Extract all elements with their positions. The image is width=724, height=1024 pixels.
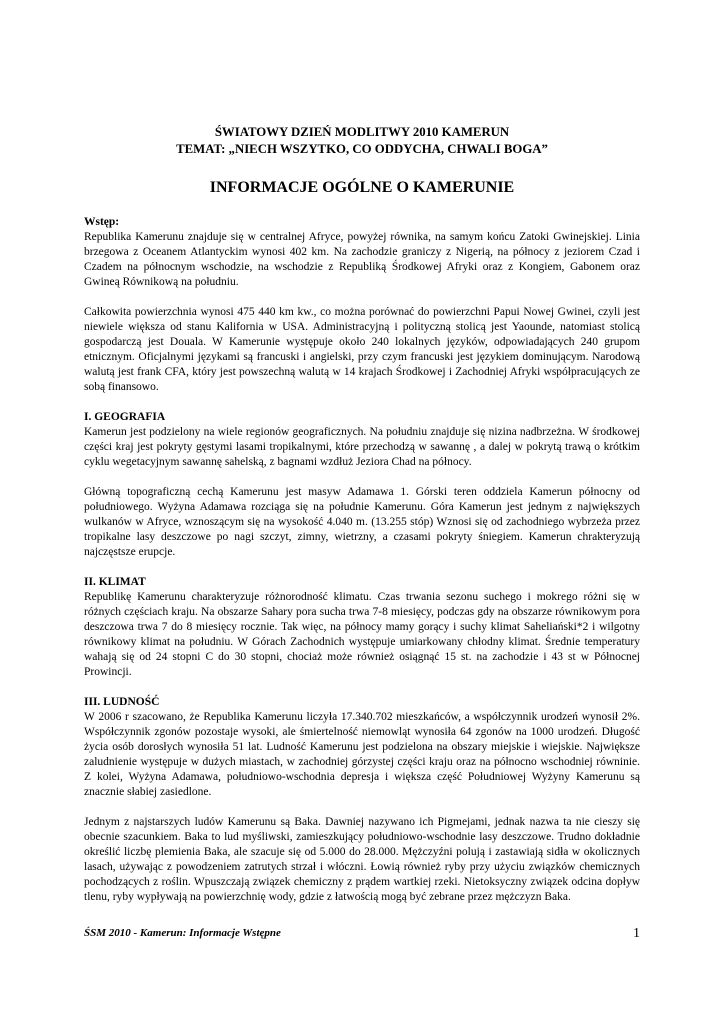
paragraph-intro-area: Całkowita powierzchnia wynosi 475 440 km kw., co można porównać do powierzchni Papui Nowej Gwinei, czyli jest niewiele większa od stanu Kalifornia w USA. Administracyjną i polityczną stolicą jest Yaounde, natomiast stolicą gospodarczą jest Douala. W Kamerunie występuje około 240 lokalnych języków, odpowiadających 240 grupom etnicznym. Oficjalnymi językami są francuski i angielski, przy czym francuski jest językiem dominującym. Narodową walutą jest frank CFA, który jest powszechną walutą w 14 krajach Środkowej i Zachodniej Afryki współpracujących ze sobą finansowo. — [84, 306, 640, 393]
section-klimat — [84, 575, 640, 680]
section-heading-geografia: I. GEOGRAFIA — [84, 411, 166, 423]
paragraph-intro-location: Republika Kamerunu znajduje się w centralnej Afryce, powyżej równika, na samym końcu Zatoki Gwinejskiej. Linia brzegowa z Oceanem Atlantyckim wynosi 402 km. Na zachodzie graniczy z Nigerią, na północy z jeziorem Czad i Czadem na północnym wschodzie, na wschodzie z Republiką Środkowej Afryki oraz z Kongiem, Gabonem oraz Gwineą Równikową na południu. — [84, 231, 640, 288]
section-geografia — [84, 410, 640, 560]
section-heading-ludnosc: III. LUDNOŚĆ — [84, 696, 160, 708]
page-title: INFORMACJE OGÓLNE O KAMERUNIE — [209, 179, 515, 196]
section-heading-intro: Wstęp: — [84, 216, 120, 228]
section-heading-klimat: II. KLIMAT — [84, 576, 146, 588]
header-line-theme: TEMAT: „NIECH WSZYTKO, CO ODDYCHA, CHWALI BOGA” — [176, 142, 548, 156]
document-page — [84, 124, 640, 920]
footer-text: ŚSM 2010 - Kamerun: Informacje Wstępne — [84, 927, 281, 939]
section-ludnosc — [84, 695, 640, 905]
header-line-event: ŚWIATOWY DZIEŃ MODLITWY 2010 KAMERUN — [214, 125, 510, 139]
page-number: 1 — [633, 926, 640, 941]
paragraph-ludnosc-baka: Jednym z najstarszych ludów Kamerunu są Baka. Dawniej nazywano ich Pigmejami, jednak nazwa ta nie cieszy się obecnie szacunkiem. Baka to lud myśliwski, zamieszkujący południowo-wschodnie lasy deszczowe. Trudno dokładnie określić liczbę plemienia Baka, ale szacuje się od 5.000 do 28.000. Mężczyźni polują i zastawiają sidła w okolicznych lasach, używając z powodzeniem zatrutych strzał i włóczni. Łowią również ryby przy użyciu związków chemicznych pochodzących z roślin. Wpuszczają związek chemiczny z prądem wartkiej rzeki. Nietoksyczny związek odcina dopływ tlenu, ryby wypływają na powierzchnię wody, gdzie z łatwością mogą być zebrane przez mężczyzn Baka. — [84, 816, 640, 903]
paragraph-ludnosc-population: W 2006 r szacowano, że Republika Kamerunu liczyła 17.340.702 mieszkańców, a współczynnik urodzeń wynosił 2%. Współczynnik zgonów pozostaje wysoki, ale śmiertelność niemowląt wynosiła 64 zgonów na 1000 urodzeń. Długość życia osób dorosłych wynosiła 51 lat. Ludność Kamerunu jest podzielona na obszary miejskie i wiejskie. Największe zaludnienie występuje w dużych miastach, w zachodniej górzystej części kraju oraz na północno wschodniej równinie. Z kolei, Wyżyna Adamawa, południowo-wschodnia depresja i większa część Południowej Wyżyny Kamerunu są znacznie słabiej zasiedlone. — [84, 711, 640, 798]
paragraph-geografia-topography: Główną topograficzną cechą Kamerunu jest masyw Adamawa 1. Górski teren oddziela Kamerun północny od południowego. Wyżyna Adamawa rozciąga się na południe Kamerunu. Góra Kamerun jest jednym z największych wulkanów w Afryce, wznoszącym się na wysokość 4.040 m. (13.255 stóp) Wznosi się od zachodniego wybrzeża przez tropikalne lasy deszczowe po nagi szczyt, zimny, wietrzny, a czasami pokryty śniegiem. Kamerun chrakteryzują najczęstsze erupcje. — [84, 486, 640, 558]
page-footer — [84, 926, 640, 944]
paragraph-geografia-regions: Kamerun jest podzielony na wiele regionów geograficznych. Na południu znajduje się nizina nadbrzeżna. W środkowej części kraj jest pokryty gęstymi lasami tropikalnymi, które przechodzą w sawannę , a dalej w pokrytą trawą o krótkim cyklu wegetacyjnym sawannę sahelską, z bagnami wzdłuż Jeziora Chad na północy. — [84, 426, 640, 468]
paragraph-klimat: Republikę Kamerunu charakteryzuje różnorodność klimatu. Czas trwania sezonu suchego i mokrego różni się w różnych częściach kraju. Na obszarze Sahary pora sucha trwa 7-8 miesięcy, podczas gdy na obszarze równikowym pora deszczowa trwa 7 do 8 miesięcy rocznie. Tak więc, na północy mamy gorący i suchy klimat Saheliański*2 i wilgotny równikowy klimat na południu. W Górach Zachodnich występuje umiarkowany chłodny klimat. Średnie temperatury wahają się od 24 stopni C do 30 stopni, chociaż może również osiągnąć 15 st. na zachodzie i 43 st w Północnej Prowincji. — [84, 591, 640, 678]
section-intro — [84, 215, 640, 395]
